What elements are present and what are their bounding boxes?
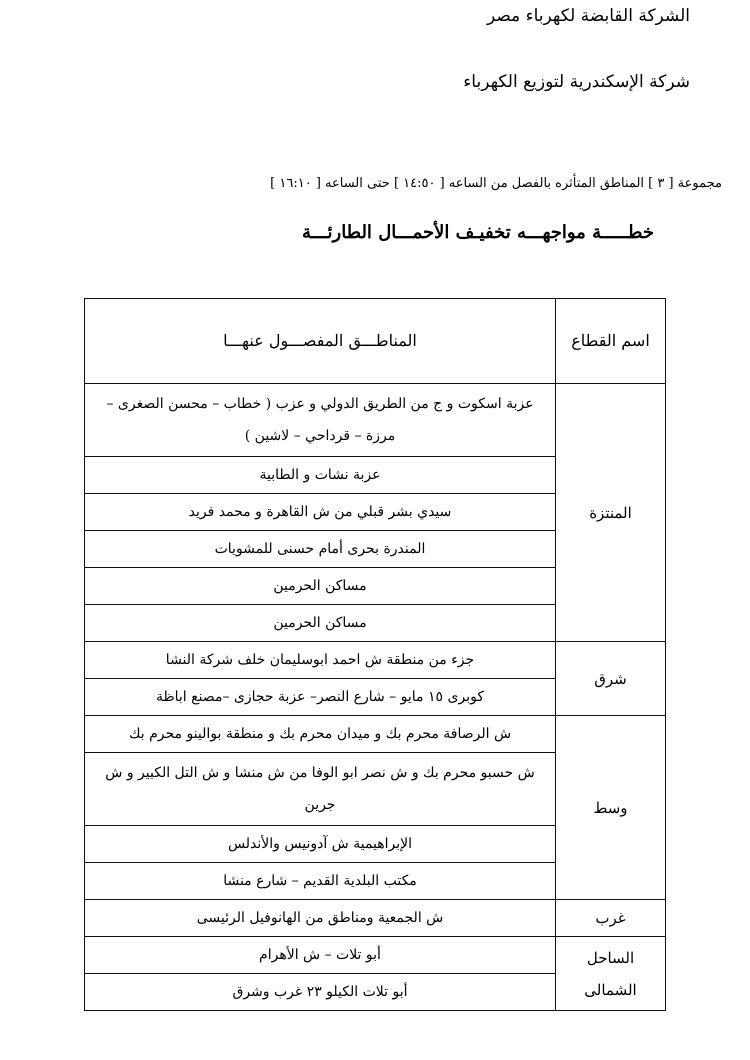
area-cell: ش حسبو محرم بك و ش نصر ابو الوفا من ش منشا و ش التل الكبير و ش جرين [85, 753, 556, 826]
area-cell: أبو تلات – ش الأهرام [85, 937, 556, 974]
area-cell: جزء من منطقة ش احمد ابوسليمان خلف شركة النشا [85, 642, 556, 679]
group-time-info: مجموعة [ ٣ ] المناطق المتأثره بالفصل من الساعه [ ١٤:٥٠ ] حتى الساعه [ ١٦:١٠ ] [270, 176, 722, 191]
table-row [85, 716, 666, 753]
area-cell: مساكن الحرمين [85, 605, 556, 642]
table-body [85, 384, 666, 1011]
sector-name-montaza: المنتزة [556, 384, 666, 642]
area-cell: مكتب البلدية القديم – شارع منشا [85, 863, 556, 900]
area-cell: كوبرى ١٥ مايو – شارع النصر– عزبة حجازى –مصنع اباظة [85, 679, 556, 716]
load-shedding-table [84, 298, 666, 1011]
area-cell: المندرة بحرى أمام حسنى للمشويات [85, 531, 556, 568]
sector-name-wasat: وسط [556, 716, 666, 900]
areas-column-header: المناطـــق المفصـــول عنهـــا [85, 299, 556, 384]
sector-name-gharb: غرب [556, 900, 666, 937]
area-cell: مساكن الحرمين [85, 568, 556, 605]
sector-column-header: اسم القطاع [556, 299, 666, 384]
area-cell: ش الرصافة محرم بك و ميدان محرم بك و منطقة بوالينو محرم بك [85, 716, 556, 753]
area-cell: سيدي بشر قبلي من ش القاهرة و محمد فريد [85, 494, 556, 531]
sector-name-sharq: شرق [556, 642, 666, 716]
sector-name-sahel: الساحل الشمالى [556, 937, 666, 1011]
area-cell: ش الجمعية ومناطق من الهانوفيل الرئيسى [85, 900, 556, 937]
area-cell: الإبراهيمية ش آدونيس والأندلس [85, 826, 556, 863]
table-row [85, 642, 666, 679]
area-cell: عزبة اسكوت و ج من الطريق الدولي و عزب ( خطاب – محسن الصغرى – مرزة – قرداحي – لاشين ) [85, 384, 556, 457]
distribution-company-name: شركة الإسكندرية لتوزيع الكهرباء [463, 72, 690, 92]
table-row [85, 937, 666, 974]
plan-title: خطـــــة مواجهـــه تخفيـف الأحمـــال الطارئـــة [302, 222, 654, 243]
table-header-row [85, 299, 666, 384]
area-cell: أبو تلات الكيلو ٢٣ غرب وشرق [85, 974, 556, 1011]
table-row [85, 900, 666, 937]
table-row [85, 384, 666, 457]
holding-company-name: الشركة القابضة لكهرباء مصر [486, 6, 690, 26]
area-cell: عزبة نشات و الطابية [85, 457, 556, 494]
